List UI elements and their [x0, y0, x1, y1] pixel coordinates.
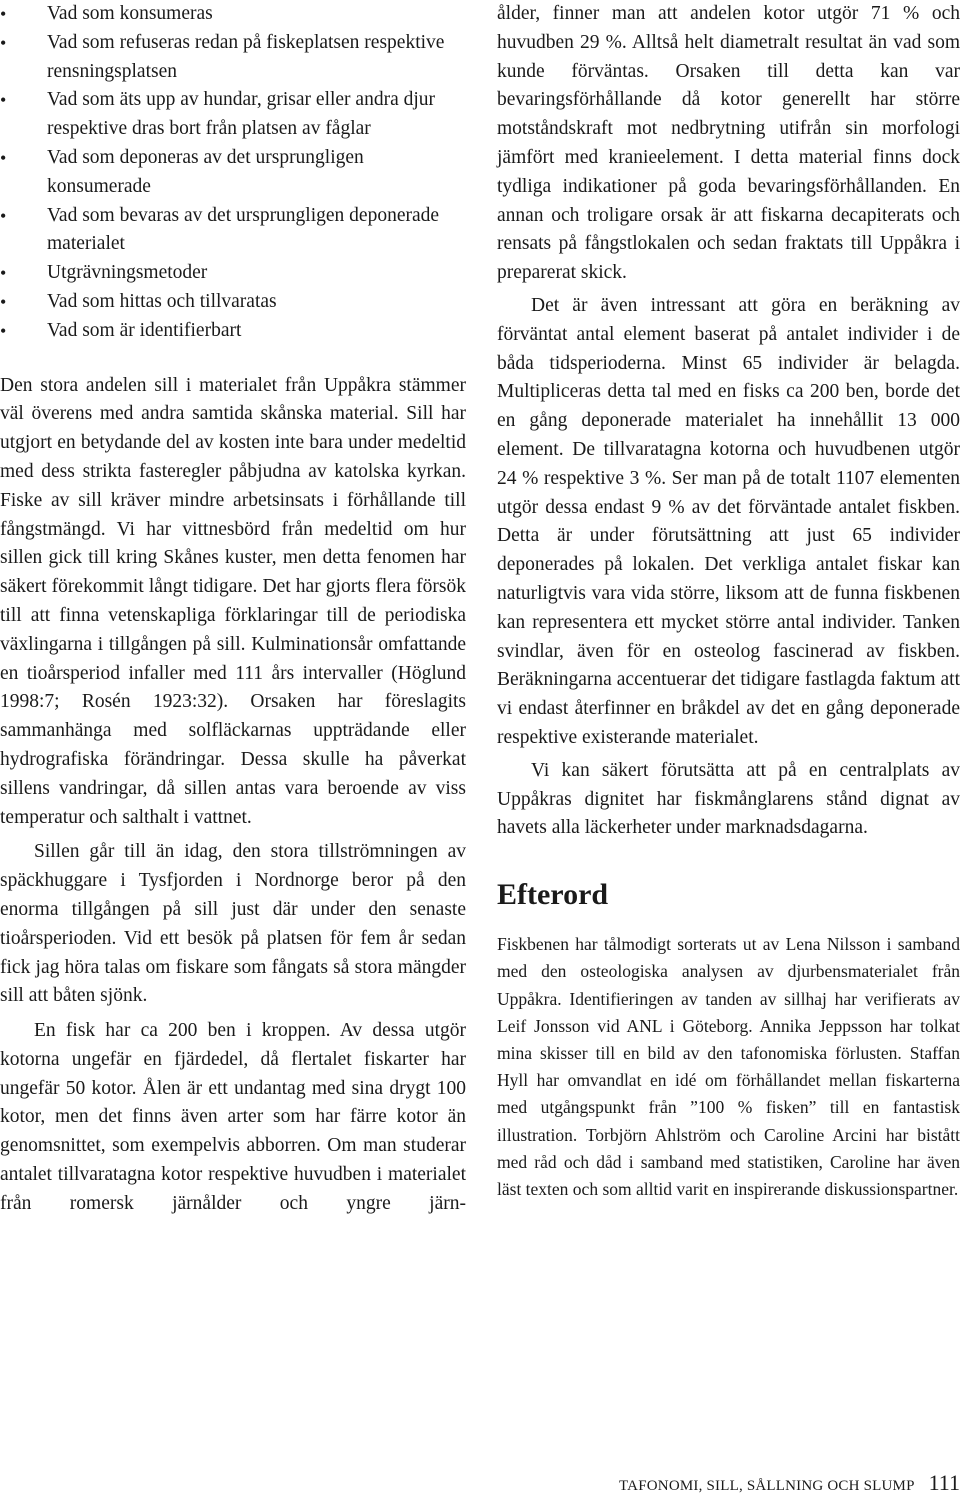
page-footer	[556, 1470, 960, 1496]
body-paragraph: En fisk har ca 200 ben i kroppen. Av dessa utgör kotorna ungefär en fjärdedel, då flertalet fiskarter har ungefär 50 kotor. Ålen är ett undantag med sina drygt 100 kotor, men det finns även arter som har färre kotor än genomsnittet, som exempelvis abborren. Om man studerar antalet tillvaratagna kotor respektive huvudben i materialet från romersk järnålder och yngre järn-	[0, 1020, 466, 1214]
list-item: • Vad som bevaras av det ursprungligen deponerade materialet	[0, 202, 466, 260]
running-title: TAFONOMI, SILL, SÅLLNING OCH SLUMP	[619, 1478, 915, 1494]
right-column	[497, 0, 960, 1203]
body-paragraph: ålder, finner man att andelen kotor utgör 71 % och huvudben 29 %. Alltså helt diametralt resultat än vad som kunde förväntas. Orsaken till detta kan var bevaringsförhållande då kotor generellt har större motståndskraft mot nedbrytning utifrån sin morfologi jämfört med kranieelement. I detta material finns dock tydliga indikationer på goda bevaringsförhållanden. En annan och troligare orsak är att fiskarna decapiterats och rensats på fångstlokalen och sedan fraktats till Uppåkra i preparerat skick.	[497, 3, 960, 284]
list-item: • Vad som är identifierbart	[0, 317, 466, 346]
page-number: 111	[928, 1470, 960, 1495]
body-paragraph: Det är även intressant att göra en beräkning av förväntat antal element baserat på antalet individer i de båda tidsperioderna. Minst 65 individer är belagda. Multipliceras detta tal med en fisks ca 200 ben, borde det en gång deponerade materialet ha innehållit 13 000 element. De tillvaratagna kotorna och huvudbenen utgör 24 % respektive 3 %. Ser man på de totalt 1107 elementen utgör dessa endast 9 % av det förväntade antalet fiskben. Detta är under förutsättning att just 65 individer deponerades på lokalen. Det verkliga antalet fiskar kan naturligtvis vara vida större, liksom att de funna fiskbenen kan representera ett mycket större antal individer. Tanken svindlar, även för en osteolog fascinerad av fiskben. Beräkningarna accentuerar det tidigare fastlagda faktum att vi endast återfinner en bråkdel av det en gång deponerade respektive existerande materialet.	[497, 294, 960, 748]
left-column	[0, 0, 466, 1219]
acknowledgement-paragraph: Fiskbenen har tålmodigt sorterats ut av Lena Nilsson i samband med den osteologiska analysen av djurbensmaterialet från Uppåkra. Identifieringen av tanden av sillhaj har verifierats av Leif Jonsson vid ANL i Göteborg. Annika Jeppsson har tolkat mina skisser till en bild av den tafonomiska förlusten. Staffan Hyll har omvandlat en idé om förhållandet mellan fiskarterna med utgångspunkt från ”100 % fisken” till en fantastisk illustration. Torbjörn Ahlström och Caroline Arcini har bistått med råd och dåd i samband med statistiken, Caroline har även läst texten och som alltid varit en inspirerande diskussionspartner.	[497, 934, 960, 1199]
factor-list	[0, 0, 466, 346]
body-paragraph: Sillen går till än idag, den stora tillströmningen av späckhuggare i Tysfjorden i Nordnorge beror på den enorma tillgången på sill just där under den senaste tioårsperioden. Vid ett besök på platsen för fem år sedan fick jag höra talas om fiskare som fångats så stora mängder sill att båten sjönk.	[0, 841, 466, 1007]
body-paragraph: Vi kan säkert förutsätta att på en centralplats av Uppåkras dignitet har fiskmånglarens stånd dignat av havets alla läckerheter under marknadsdagarna.	[497, 759, 960, 839]
body-paragraph: Den stora andelen sill i materialet från Uppåkra stämmer väl överens med andra samtida skånska material. Sill har utgjort en betydande del av kosten inte bara under medeltid med dess strikta fasteregler påbjudna av katolska kyrkan. Fiske av sill kräver mindre arbetsinsats i förhållande till fångstmängd. Vi har vittnesbörd från medeltid om hur sillen gick till kring Skånes kuster, men detta fenomen har säkert förekommit långt tidigare. Det har gjorts flera försök till att finna vetenskapliga förklaringar till de periodiska växlingarna i tillgången på sill. Kulminationsår omfattande en tioårsperiod infaller med 111 års intervaller (Höglund 1998:7; Rosén 1923:32). Orsaken har föreslagits sammanhänga med solfläckarnas uppträdande eller hydrografiska förändringar. Dessa skulle ha påverkat sillens vandringar, då sillen antas vara beroende av viss temperatur och salthalt i vattnet.	[0, 374, 466, 828]
section-heading: Efterord	[497, 878, 609, 912]
list-item: • Vad som konsumeras	[0, 0, 466, 29]
list-item: • Vad som äts upp av hundar, grisar eller andra djur respektive dras bort från platsen av fåglar	[0, 86, 466, 144]
list-item: • Vad som deponeras av det ursprungligen konsumerade	[0, 144, 466, 202]
list-item: • Vad som hittas och tillvaratas	[0, 288, 466, 317]
list-item: • Vad som refuseras redan på fiskeplatsen respektive rensningsplatsen	[0, 29, 466, 87]
list-item: • Utgrävningsmetoder	[0, 259, 466, 288]
